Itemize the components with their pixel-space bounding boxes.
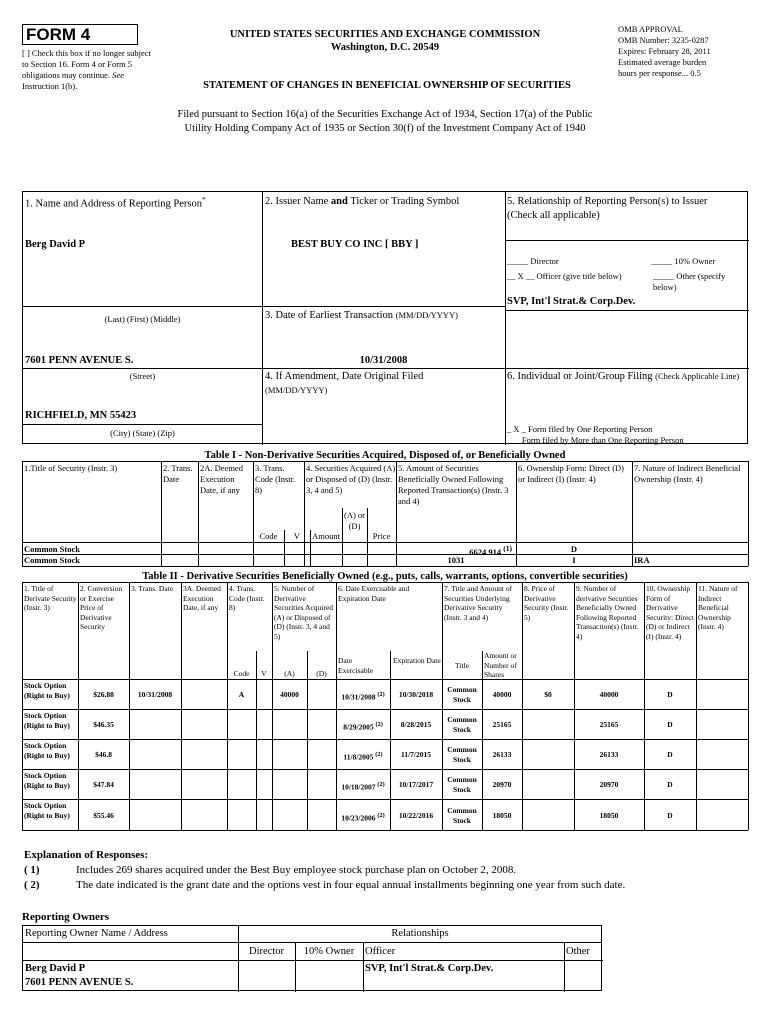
- box6-label: 6. Individual or Joint/Group Filing (Check Applicable Line): [507, 371, 740, 382]
- t1-sub-amount: Amount: [312, 531, 340, 541]
- box2-label: 2. Issuer Name and Ticker or Trading Symbol: [265, 196, 460, 207]
- t2-row-form: D: [667, 750, 673, 759]
- t2-row-form: D: [667, 780, 673, 789]
- t2-row-shares: 40000: [492, 690, 512, 699]
- t2-row-underlying-title: Common Stock: [447, 745, 477, 764]
- t2-row-shares: 26133: [492, 750, 512, 759]
- omb-line: hours per response... 0.5: [618, 68, 701, 78]
- t2-row-expiration: 10/17/2017: [398, 780, 434, 789]
- t1-col-deemed: 2A. Deemed Execution Date, if any: [200, 463, 243, 495]
- owners-col-director: Director: [249, 946, 284, 957]
- t2-row-price: $46.35: [93, 720, 114, 729]
- t2-row-underlying-title: Common Stock: [447, 775, 477, 794]
- rel-other: _____ Other (specify below): [653, 271, 726, 292]
- t2-row-price: $47.84: [93, 780, 114, 789]
- t2-col-conversion: 2. Conversion or Exercise Price of Derivative Security: [80, 584, 123, 631]
- reporting-owners-title: Reporting Owners: [22, 911, 110, 923]
- t1-sub-ad: (A) or (D): [343, 510, 365, 531]
- omb-line: OMB Number: 3235-0287: [618, 35, 709, 45]
- box4-format: (MM/DD/YYYY): [265, 385, 328, 395]
- owner-name: Berg David P: [25, 963, 86, 974]
- earliest-transaction-date: 10/31/2008: [359, 355, 408, 366]
- t2-row-underlying-title: Common Stock: [447, 685, 477, 704]
- t2-row-underlying-title: Common Stock: [447, 806, 477, 825]
- t2-col-exercisable: 6. Date Exercisable and Expiration Date: [338, 584, 410, 603]
- t2-row-expiration: 8/28/2015: [400, 720, 432, 729]
- t2-row-exercisable: 10/23/2006 $^{(2)}$: [341, 812, 385, 823]
- t2-row-price: $46.8: [95, 750, 112, 759]
- t1-row-title: Common Stock: [24, 544, 80, 554]
- explanation-title: Explanation of Responses:: [24, 849, 149, 861]
- t2-row-date: 10/31/2008: [137, 690, 173, 699]
- t2-col-number: 5. Number of Derivative Securities Acquired (A) or Disposed of (D) (Instr. 3, 4 and 5): [274, 584, 333, 641]
- t2-sub-expiration: Expiration Date: [393, 656, 441, 665]
- t2-row-owned: 18050: [599, 811, 619, 820]
- top-section: [22, 191, 748, 444]
- t2-col-title: 1. Title of Derivate Security (Instr. 3): [24, 584, 77, 612]
- t2-row-price: $55.46: [93, 811, 114, 820]
- explanation-num: ( 2): [24, 879, 40, 891]
- box3-label: 3. Date of Earliest Transaction (MM/DD/YYYY): [265, 310, 458, 321]
- t2-row-title: Stock Option (Right to Buy): [24, 711, 70, 730]
- t2-row-owned: 25165: [599, 720, 619, 729]
- t1-col-date: 2. Trans. Date: [163, 463, 193, 484]
- t1-row-title: Common Stock: [24, 555, 80, 565]
- t2-col-price: 8. Price of Derivative Security (Instr. 5): [524, 584, 569, 622]
- t2-row-owned: 40000: [599, 690, 619, 699]
- reporting-owners-table: [22, 925, 602, 991]
- t1-col-title: 1.Title of Security (Instr. 3): [24, 463, 118, 473]
- t2-sub-title: Title: [455, 661, 469, 670]
- explanation-item: [24, 878, 744, 893]
- t2-sub-exercisable: Date Exercisable: [338, 656, 373, 675]
- t2-sub-code: Code: [233, 669, 250, 678]
- t1-sub-code: Code: [259, 531, 278, 541]
- filed-pursuant: [150, 108, 620, 136]
- t2-sub-d: (D): [316, 669, 327, 678]
- t2-row-price: $26.88: [93, 690, 114, 699]
- t2-row-exercisable: 10/18/2007 $^{(2)}$: [341, 781, 385, 792]
- t1-sub-v: V: [293, 531, 301, 541]
- filed-line: Filed pursuant to Section 16(a) of the Securities Exchange Act of 1934, Section 17(a) of the Public: [177, 109, 593, 120]
- t1-row-form: I: [572, 555, 576, 565]
- table2-title: Table II - Derivative Securities Beneficially Owned (e.g., puts, calls, warrants, options, convertible securities): [142, 571, 628, 582]
- t2-row-title: Stock Option (Right to Buy): [24, 741, 70, 760]
- t2-row-deriv-price: $0: [544, 690, 552, 699]
- t1-row-nature: IRA: [634, 555, 650, 565]
- explanation-of-responses: [24, 848, 744, 893]
- owners-col-officer: Officer: [365, 946, 396, 957]
- t1-col-acquired: 4. Securities Acquired (A) or Disposed of (D) (Instr. 3, 4 and 5): [306, 463, 396, 495]
- t1-sub-price: Price: [372, 531, 391, 541]
- t2-col-deemed: 3A. Deemed Execution Date, if any: [183, 584, 221, 612]
- owners-col-relationships: Relationships: [391, 928, 449, 939]
- box5-label: 5. Relationship of Reporting Person(s) to Issuer (Check all applicable): [507, 196, 708, 221]
- check-note-text: [ ] Check this box if no longer subject to Section 16. Form 4 or Form 5 obligations may continue.: [22, 48, 151, 80]
- owners-col-ten-percent: 10% Owner: [303, 946, 355, 957]
- box4-label: 4. If Amendment, Date Original Filed: [265, 371, 424, 382]
- t2-row-expiration: 10/30/2018: [398, 690, 434, 699]
- t2-row-form: D: [667, 690, 673, 699]
- table1: [22, 450, 748, 566]
- check-note-instr: Instruction 1(b).: [22, 81, 78, 91]
- agency-name: UNITED STATES SECURITIES AND EXCHANGE COMMISSION: [229, 29, 541, 40]
- t1-row-form: D: [570, 544, 578, 554]
- owner-address: 7601 PENN AVENUE S.: [25, 977, 134, 988]
- city-state-zip: RICHFIELD, MN 55423: [25, 410, 137, 421]
- t1-row-amount: 1031: [447, 555, 465, 565]
- check-box-note: [22, 48, 152, 92]
- owner-officer-title: SVP, Int'l Strat.& Corp.Dev.: [365, 963, 494, 974]
- form-title: FORM 4: [22, 24, 138, 45]
- omb-line: Estimated average burden: [618, 57, 707, 67]
- filed-line: Utility Holding Company Act of 1935 or Section 30(f) of the Investment Company Act of 1940: [184, 123, 586, 134]
- t2-row-exercisable: 11/8/2005 $^{(2)}$: [343, 751, 383, 762]
- t2-sub-amount: Amount or Number of Shares: [484, 651, 517, 679]
- t2-row-exercisable: 10/31/2008 $^{(2)}$: [341, 691, 385, 702]
- officer-title: SVP, Int'l Strat.& Corp.Dev.: [507, 296, 636, 307]
- table2: [22, 571, 748, 830]
- t2-row-exercisable: 8/29/2005 $^{(2)}$: [343, 721, 383, 732]
- statement-title: STATEMENT OF CHANGES IN BENEFICIAL OWNERSHIP OF SECURITIES: [203, 80, 571, 91]
- t2-row-owned: 26133: [599, 750, 619, 759]
- t2-row-expiration: 11/7/2015: [400, 750, 431, 759]
- t2-col-owned: 9. Number of derivative Securities Beneficially Owned Following Reported Transaction(s) (Instr. 4): [576, 584, 639, 641]
- check-note-see: See: [112, 70, 124, 80]
- filing-more-persons: ___ Form filed by More than One Reporting Person: [507, 435, 684, 445]
- rel-officer: __ X __ Officer (give title below): [507, 271, 622, 281]
- t2-sub-a: (A): [284, 669, 295, 678]
- t2-col-date: 3. Trans. Date: [131, 584, 174, 593]
- t1-row-amount: 6624.914 $^{(1)}$: [469, 544, 512, 557]
- explanation-text: The date indicated is the grant date and the options vest in four equal annual installments beginning one year from such date.: [76, 879, 626, 891]
- t2-col-underlying: 7. Title and Amount of Securities Underlying Derivative Security (Instr. 3 and 4): [444, 584, 513, 622]
- rel-ten-percent-owner: _____ 10% Owner: [651, 256, 716, 266]
- explanation-num: ( 1): [24, 864, 40, 876]
- t2-col-form: 10. Ownership Form of Derivative Security: Direct (D) or Indirect (I) (Instr. 4): [646, 584, 694, 641]
- t1-col-nature: 7. Nature of Indirect Beneficial Ownership (Instr. 4): [634, 463, 741, 484]
- city-label: (City) (State) (Zip): [110, 428, 175, 438]
- t2-row-owned: 20970: [599, 780, 619, 789]
- issuer-name: BEST BUY CO INC [ BBY ]: [291, 239, 419, 250]
- t2-row-form: D: [667, 720, 673, 729]
- box1-label: 1. Name and Address of Reporting Person*: [25, 195, 206, 210]
- t2-row-form: D: [667, 811, 673, 820]
- t2-row-shares: 20970: [492, 780, 512, 789]
- t2-sub-v: V: [261, 669, 267, 678]
- t1-col-form: 6. Ownership Form: Direct (D) or Indirect (I) (Instr. 4): [518, 463, 624, 484]
- filing-one-person: _ X _ Form filed by One Reporting Person: [507, 424, 653, 434]
- agency-city: Washington, D.C. 20549: [330, 42, 440, 53]
- t2-row-code: A: [238, 690, 245, 699]
- t2-row-title: Stock Option (Right to Buy): [24, 681, 70, 700]
- explanation-text: Includes 269 shares acquired under the Best Buy employee stock purchase plan on October 2, 2008.: [76, 864, 517, 876]
- t2-row-expiration: 10/22/2016: [398, 811, 434, 820]
- omb-approval: [618, 24, 758, 79]
- table1-title: Table I - Non-Derivative Securities Acquired, Disposed of, or Beneficially Owned: [204, 450, 566, 461]
- t2-row-a: 40000: [280, 690, 299, 699]
- t2-row-shares: 25165: [492, 720, 512, 729]
- reporting-person-name: Berg David P: [25, 239, 86, 250]
- street-address: 7601 PENN AVENUE S.: [25, 355, 134, 366]
- t2-col-code: 4. Trans. Code (Instr. 8): [229, 584, 265, 612]
- t2-row-underlying-title: Common Stock: [447, 715, 477, 734]
- t1-col-code: 3. Trans. Code (Instr. 8): [255, 463, 296, 495]
- t2-row-title: Stock Option (Right to Buy): [24, 801, 70, 820]
- omb-line: Expires: February 28, 2011: [618, 46, 711, 56]
- explanation-item: [24, 863, 744, 878]
- t2-col-nature: 11. Nature of Indirect Beneficial Ownership (Instr. 4): [698, 584, 738, 631]
- owners-col-other: Other: [566, 946, 590, 957]
- street-label: (Street): [129, 371, 156, 381]
- agency-header: [195, 28, 575, 54]
- rel-director: _____ Director: [507, 256, 559, 266]
- owners-col-name: Reporting Owner Name / Address: [25, 928, 168, 939]
- t2-row-title: Stock Option (Right to Buy): [24, 771, 70, 790]
- t2-row-shares: 18050: [492, 811, 512, 820]
- omb-line: OMB APPROVAL: [618, 24, 683, 34]
- name-parts-label: (Last) (First) (Middle): [104, 314, 181, 324]
- t1-col-owned: 5. Amount of Securities Beneficially Owned Following Reported Transaction(s) (Instr. 3 and 4): [398, 463, 509, 506]
